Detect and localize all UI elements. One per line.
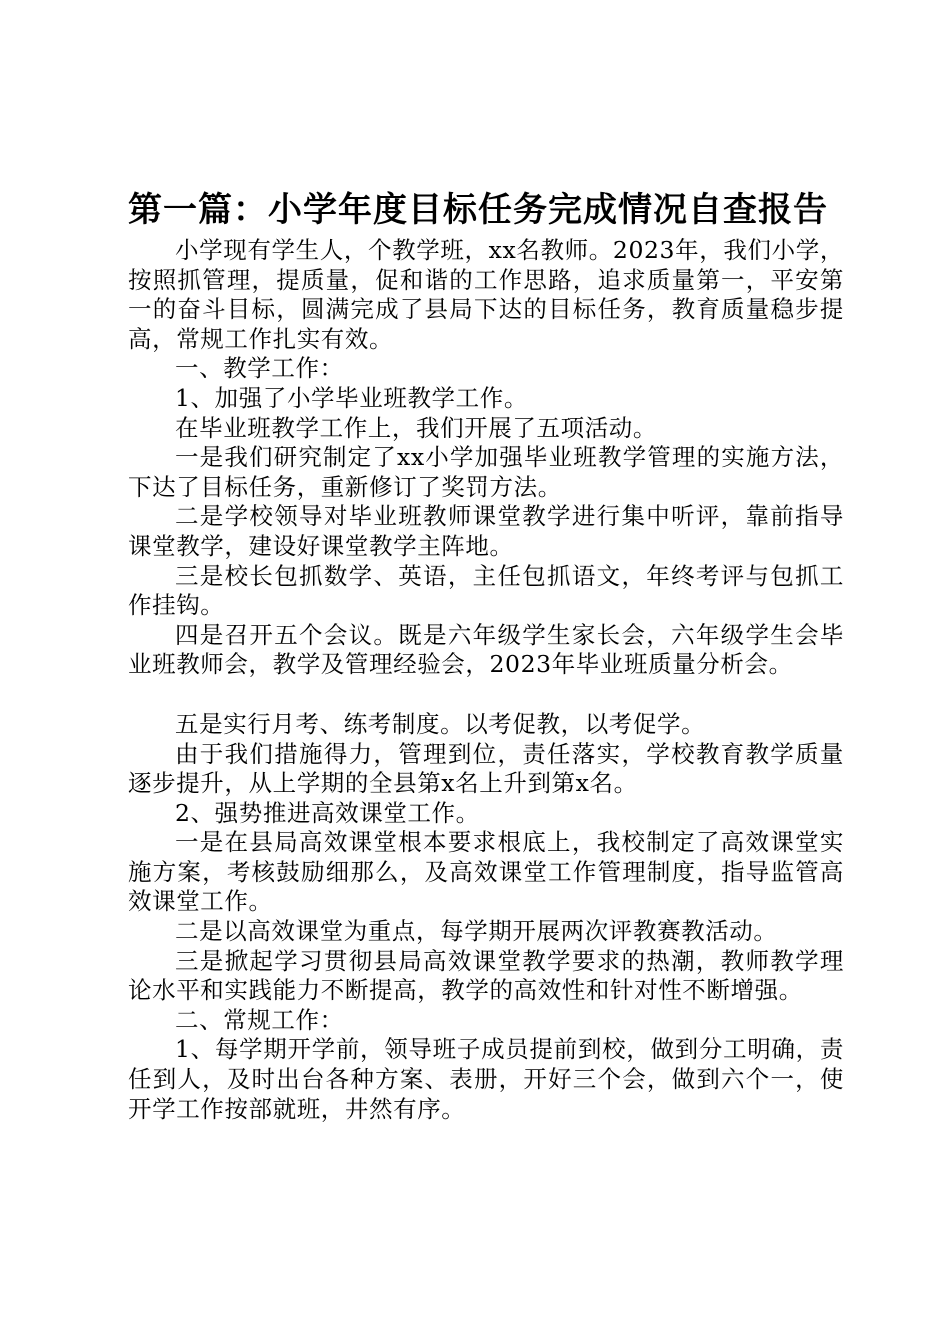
paragraph: 一是在县局高效课堂根本要求根底上，我校制定了高效课堂实施方案，考核鼓励细那么，及高效课堂工作管理制度，指导监管高效课堂工作。 (128, 828, 844, 916)
paragraph: 四是召开五个会议。既是六年级学生家长会，六年级学生会毕业班教师会，教学及管理经验会，2023年毕业班质量分析会。 (128, 620, 844, 679)
paragraph: 一是我们研究制定了xx小学加强毕业班教学管理的实施方法，下达了目标任务，重新修订了奖罚方法。 (128, 443, 844, 501)
subsection-heading: 2、强势推进高效课堂工作。 (175, 798, 480, 827)
paragraph: 由于我们措施得力，管理到位，责任落实，学校教育教学质量逐步提升，从上学期的全县第x名上升到第x名。 (128, 739, 844, 798)
paragraph: 五是实行月考、练考制度。以考促教，以考促学。 (175, 709, 706, 738)
paragraph: 二是学校领导对毕业班教师课堂教学进行集中听评，靠前指导课堂教学，建设好课堂教学主阵地。 (128, 502, 844, 560)
paragraph: 二是以高效课堂为重点，每学期开展两次评教赛教活动。 (175, 917, 778, 946)
document-body (128, 236, 844, 1124)
document-title: 第一篇：小学年度目标任务完成情况自查报告 (128, 190, 828, 230)
section-heading: 一、教学工作： (175, 354, 344, 383)
paragraph: 1、每学期开学前，领导班子成员提前到校，做到分工明确，责任到人，及时出台各种方案、表册，开好三个会，做到六个一，使开学工作按部就班，井然有序。 (128, 1035, 844, 1123)
subsection-heading: 1、加强了小学毕业班教学工作。 (175, 383, 528, 412)
section-heading: 二、常规工作： (175, 1005, 344, 1034)
paragraph: 三是校长包抓数学、英语，主任包抓语文，年终考评与包抓工作挂钩。 (128, 561, 844, 620)
paragraph: 三是掀起学习贯彻县局高效课堂教学要求的热潮，教师教学理论水平和实践能力不断提高，教学的高效性和针对性不断增强。 (128, 946, 844, 1005)
paragraph: 在毕业班教学工作上，我们开展了五项活动。 (175, 413, 657, 442)
paragraph: 小学现有学生人，个教学班，xx名教师。2023年，我们小学，按照抓管理，提质量，促和谐的工作思路，追求质量第一，平安第一的奋斗目标，圆满完成了县局下达的目标任务，教育质量稳步提高，常规工作扎实有效。 (128, 236, 844, 353)
